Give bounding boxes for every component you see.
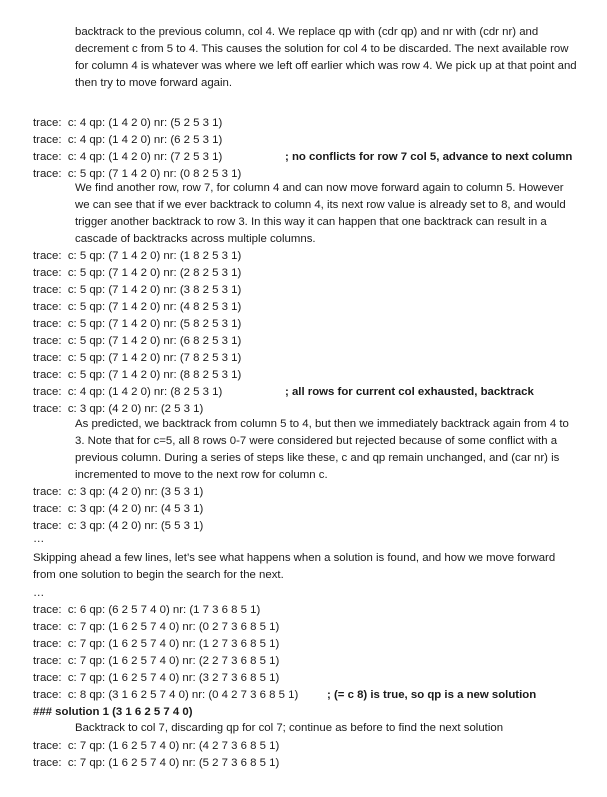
trace-line: trace: c: 5 qp: (7 1 4 2 0) nr: (6 8 2 5 3 1): [33, 335, 242, 347]
trace-comment: ; (= c 8) is true, so qp is a new solution: [327, 689, 537, 701]
trace-line: trace: c: 7 qp: (1 6 2 5 7 4 0) nr: (5 2 7 3 6 8 5 1): [33, 757, 280, 769]
trace-line: trace: c: 5 qp: (7 1 4 2 0) nr: (0 8 2 5 3 1): [33, 168, 242, 180]
trace-line: trace: c: 5 qp: (7 1 4 2 0) nr: (7 8 2 5 3 1): [33, 352, 242, 364]
trace-line: trace: c: 5 qp: (7 1 4 2 0) nr: (1 8 2 5 3 1): [33, 250, 242, 262]
trace-line: trace: c: 7 qp: (1 6 2 5 7 4 0) nr: (4 2 7 3 6 8 5 1): [33, 740, 280, 752]
trace-line: trace: c: 3 qp: (4 2 0) nr: (2 5 3 1): [33, 403, 204, 415]
paragraph-cascade: We find another row, row 7, for column 4 and can now move forward again to column 5. However we can see that if we ever backtrack to column 4, its next row value is already set to 8, and would trigger another backtrack to row 3. In this way it can happen that one backtrack can result in a cascade of backtracks across multiple columns.: [75, 182, 566, 246]
paragraph-backtrack-col7: Backtrack to col 7, discarding qp for col 7; continue as before to find the next solution: [75, 722, 504, 734]
trace-line: trace: c: 3 qp: (4 2 0) nr: (3 5 3 1): [33, 486, 204, 498]
ellipsis: …: [33, 587, 45, 599]
solution-heading: ### solution 1 (3 1 6 2 5 7 4 0): [33, 706, 193, 718]
trace-line: trace: c: 5 qp: (7 1 4 2 0) nr: (4 8 2 5 3 1): [33, 301, 242, 313]
paragraph-as-predicted: As predicted, we backtrack from column 5 to 4, but then we immediately backtrack again from 4 to 3. Note that for c=5, all 8 rows 0-7 were considered but rejected because of some conflict with a previous column. During a series of steps like these, c and qp remain unchanged, and (car nr) is incremented to move to the next row for column c.: [75, 418, 569, 482]
trace-line: trace: c: 7 qp: (1 6 2 5 7 4 0) nr: (2 2 7 3 6 8 5 1): [33, 655, 280, 667]
trace-comment: ; no conflicts for row 7 col 5, advance to next column: [285, 151, 573, 163]
trace-line: trace: c: 8 qp: (3 1 6 2 5 7 4 0) nr: (0 4 2 7 3 6 8 5 1): [33, 689, 299, 701]
trace-comment: ; all rows for current col exhausted, backtrack: [285, 386, 534, 398]
trace-line: trace: c: 4 qp: (1 4 2 0) nr: (5 2 5 3 1): [33, 117, 223, 129]
trace-line: trace: c: 7 qp: (1 6 2 5 7 4 0) nr: (1 2 7 3 6 8 5 1): [33, 638, 280, 650]
paragraph-skipping-ahead: Skipping ahead a few lines, let’s see what happens when a solution is found, and how we move forward from one solution to begin the search for the next.: [33, 552, 556, 582]
trace-line: trace: c: 4 qp: (1 4 2 0) nr: (6 2 5 3 1): [33, 134, 223, 146]
trace-line: trace: c: 5 qp: (7 1 4 2 0) nr: (2 8 2 5 3 1): [33, 267, 242, 279]
trace-line: trace: c: 3 qp: (4 2 0) nr: (4 5 3 1): [33, 503, 204, 515]
trace-line: trace: c: 6 qp: (6 2 5 7 4 0) nr: (1 7 3 6 8 5 1): [33, 604, 261, 616]
trace-line: trace: c: 5 qp: (7 1 4 2 0) nr: (3 8 2 5 3 1): [33, 284, 242, 296]
paragraph-backtrack-col4: backtrack to the previous column, col 4. We replace qp with (cdr qp) and nr with (cdr nr) and decrement c from 5 to 4. This causes the solution for col 4 to be discarded. The next available row for column 4 is whatever was where we left off earlier which was row 4. We pick up at that point and then try to move forward again.: [75, 26, 577, 90]
trace-line: trace: c: 4 qp: (1 4 2 0) nr: (8 2 5 3 1): [33, 386, 223, 398]
trace-line: trace: c: 7 qp: (1 6 2 5 7 4 0) nr: (3 2 7 3 6 8 5 1): [33, 672, 280, 684]
trace-line: trace: c: 5 qp: (7 1 4 2 0) nr: (8 8 2 5 3 1): [33, 369, 242, 381]
trace-line: trace: c: 5 qp: (7 1 4 2 0) nr: (5 8 2 5 3 1): [33, 318, 242, 330]
trace-line: trace: c: 4 qp: (1 4 2 0) nr: (7 2 5 3 1): [33, 151, 223, 163]
trace-line: trace: c: 7 qp: (1 6 2 5 7 4 0) nr: (0 2 7 3 6 8 5 1): [33, 621, 280, 633]
ellipsis: …: [33, 533, 45, 545]
trace-line: trace: c: 3 qp: (4 2 0) nr: (5 5 3 1): [33, 520, 204, 532]
